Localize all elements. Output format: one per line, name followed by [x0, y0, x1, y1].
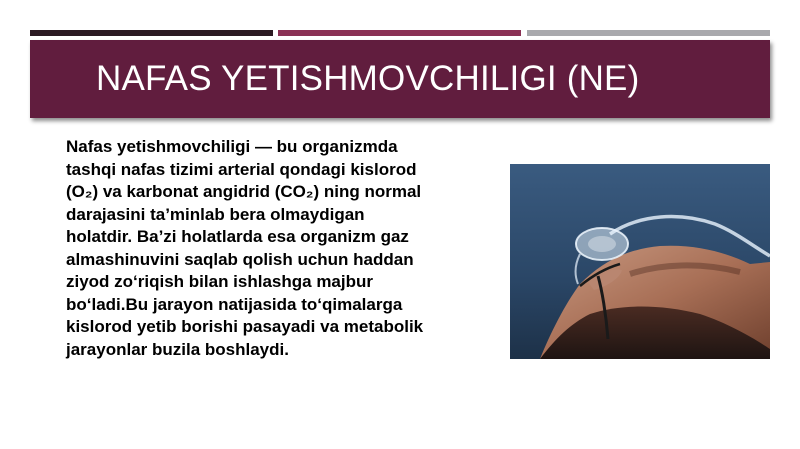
accent-bar-magenta [278, 30, 521, 36]
accent-bar-gray [527, 30, 770, 36]
accent-bar-dark [30, 30, 273, 36]
slide-title: NAFAS YETISHMOVCHILIGI (NE) [96, 59, 640, 98]
title-banner [30, 40, 770, 118]
slide-body-text: Nafas yetishmovchiligi — bu organizmda tashqi nafas tizimi arterial qondagi kislorod (O₂) va karbonat angidrid (CO₂) ning normal darajasini ta’minlab bera olmaydigan holatdir. Ba’zi holatlarda esa organizm gaz almashinuvini saqlab qolish uchun haddan ziyod zo‘riqish bilan ishlashga majbur bo‘ladi.Bu jarayon natijasida to‘qimalarga kislorod yetib borishi pasayadi va metabolik jarayonlar buzila boshlaydi. [66, 137, 424, 359]
oxygen-mask-photo [510, 164, 770, 359]
